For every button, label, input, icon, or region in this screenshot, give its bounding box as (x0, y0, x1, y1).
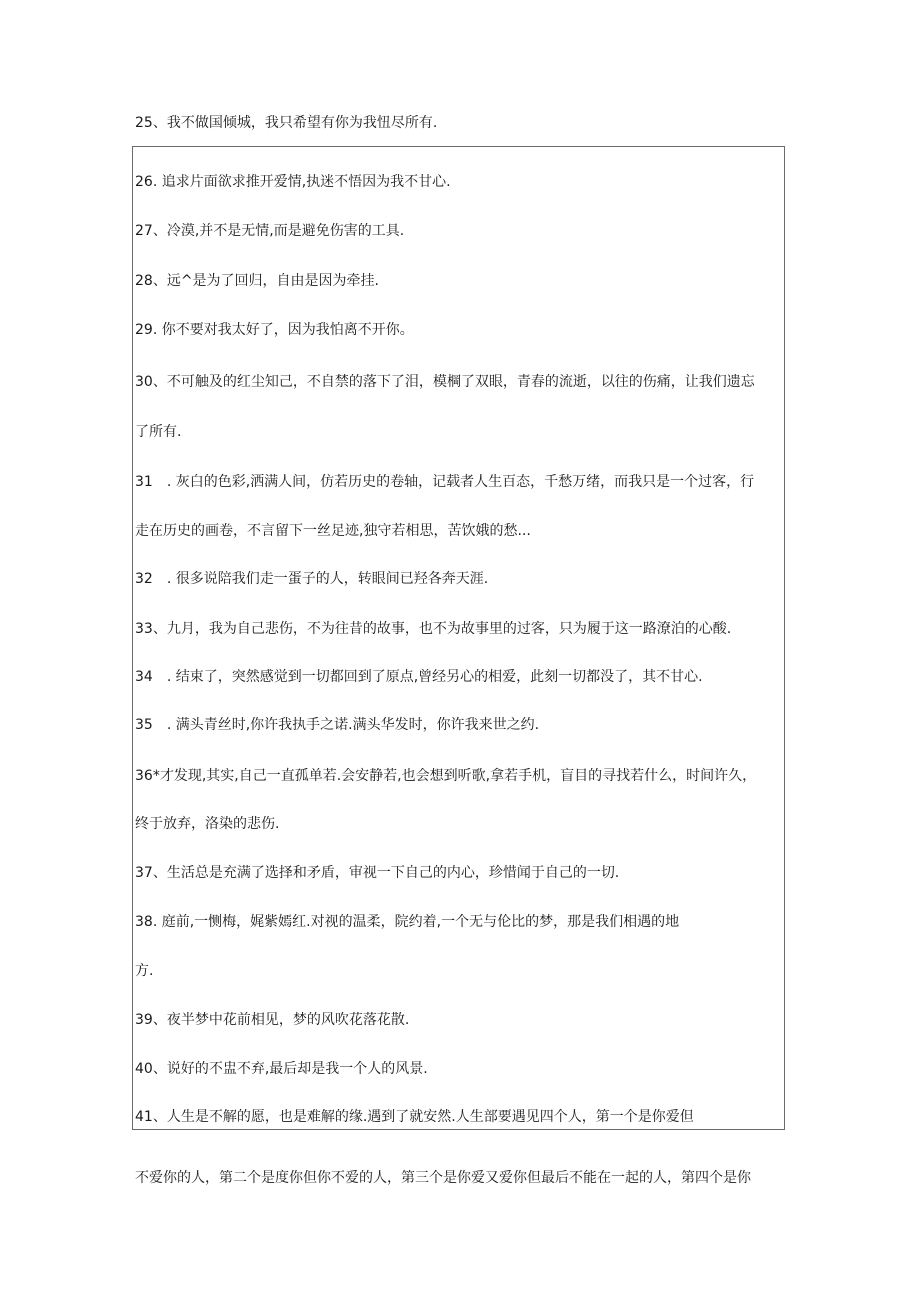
text-line-30-cont: 了所有. (135, 424, 182, 440)
text-line-39: 39、夜半梦中花前相见，梦的风吹花落花散. (135, 1012, 410, 1028)
text-line-30: 30、不可触及的红尘知己，不自禁的落下了泪，模棡了双眼，青春的流逝，以往的伤痛，让我们遗忘 (135, 374, 755, 390)
text-line-37: 37、生活总是充满了选择和矛盾，审视一下自己的内心，珍惜闻于自己的一切. (135, 865, 620, 881)
text-line-28: 28、远^是为了回归，自由是因为牵挂. (135, 273, 379, 289)
text-line-31: 31 . 灰白的色彩,洒满人间，仿若历史的卷轴，记载者人生百态，千愁万绪，而我只是一个过客，行 (135, 474, 755, 490)
text-line-27: 27、冷漠,并不是无情,而是避免伤害的工具. (135, 223, 405, 239)
text-line-31-cont: 走在历史的画卷，不言留下一丝足迹,独守若相思，苦饮娥的愁... (135, 523, 531, 539)
text-line-25: 25、我不做国倾城，我只希望有你为我忸尽所有. (135, 115, 438, 131)
text-line-35: 35 . 满头青丝时,你许我执手之诺.满头华发时，你许我来世之约. (135, 717, 540, 733)
text-line-41: 41、人生是不解的愿，也是难解的缘.遇到了就安然.人生部要遇见四个人，第一个是你爱但 (135, 1109, 694, 1125)
text-line-38-cont: 方. (135, 963, 154, 979)
text-line-33: 33、九月，我为自己悲伤，不为往昔的故事，也不为故事里的过客，只为履于这一路潦泊的心酸. (135, 621, 732, 637)
text-line-41-cont: 不爱你的人，第二个是度你但你不爱的人，第三个是你爱又爱你但最后不能在一起的人，第四个是你 (135, 1170, 751, 1186)
text-line-36: 36*才发现,其实,自己一直孤单若.会安静若,也会想到听歌,拿若手机，盲目的寻找若什么，时间许久， (135, 768, 757, 784)
text-line-29: 29. 你不要对我太好了，因为我怕离不开你。 (135, 322, 414, 338)
text-line-36-cont: 终于放弃，洛染的悲伤. (135, 816, 280, 832)
text-line-26: 26. 追求片面欲求推开爱情,执迷不悟因为我不甘心. (135, 174, 451, 190)
text-line-40: 40、说好的不盅不弃,最后却是我一个人的风景. (135, 1061, 428, 1077)
text-line-38: 38. 庭前,一恻梅，娓紫嫣红.对视的温柔，院约着,一个无与伦比的梦，那是我们相遇的地 (135, 914, 680, 930)
text-line-34: 34 . 结束了，突然感觉到一切都回到了原点,曾经另心的相爱，此刻一切都没了，其不甘心. (135, 669, 703, 685)
bordered-text-box (132, 146, 785, 1130)
text-line-32: 32 . 很多说陪我们走一蛋子的人，转眼间已羟各奔天涯. (135, 571, 489, 587)
